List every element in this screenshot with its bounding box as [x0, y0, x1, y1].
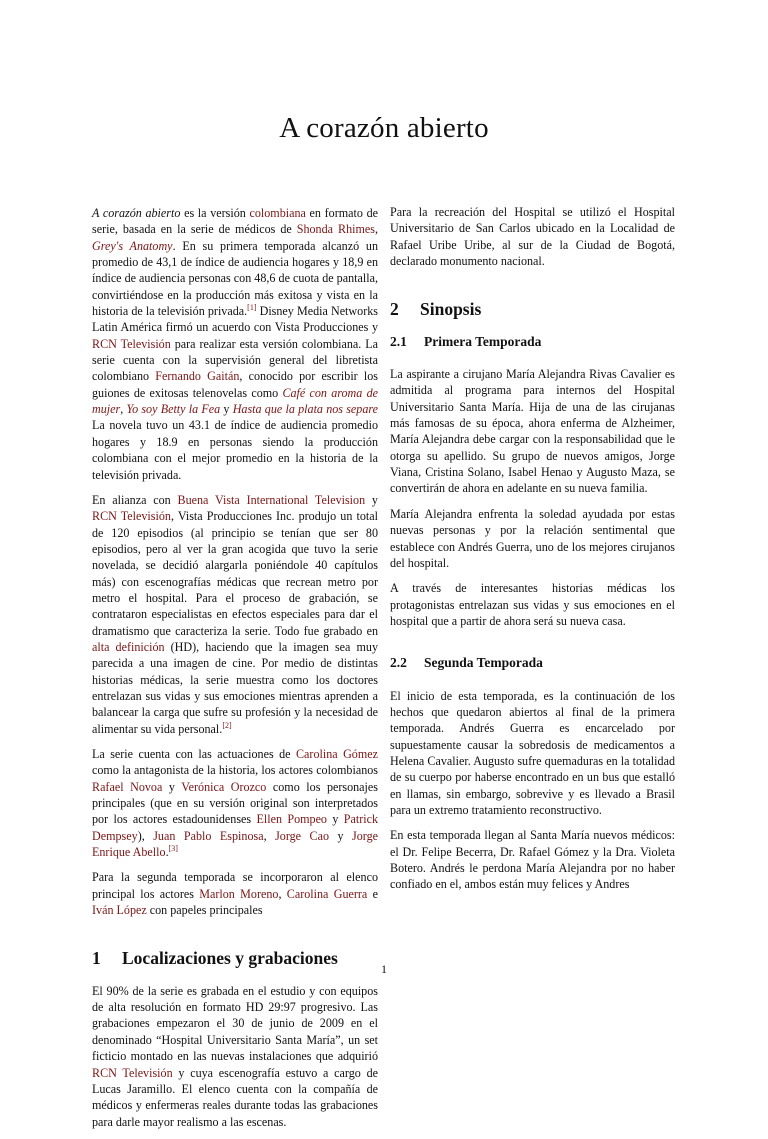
section-number: 1	[92, 948, 101, 969]
wiki-link[interactable]: Carolina Gómez	[295, 747, 378, 761]
subsection-2-2-heading	[390, 655, 675, 671]
wiki-link[interactable]: Café con aroma de mujer	[92, 385, 378, 417]
wiki-link[interactable]: Iván López	[92, 903, 147, 918]
season-2-paragraph-1: El inicio de esta temporada, es la continuación de los hechos que quedaron abiertos al final de la primera temporada. Andrés Guerra es encarcelado por supuestamente causar la sobredosis de medicamentos a Helena Cavalier. Augusto sufre quemaduras en la totalidad de su cuerpo por haberse encontrado en un bus que estalló en llamas, sin embargo, sobrevive y es llevado a Brasil para un extremo tratamiento reconstructivo.	[390, 688, 675, 817]
citation-ref[interactable]: [2]	[222, 720, 232, 730]
season-1-paragraph-3: A través de interesantes historias médicas los protagonistas entrelazan sus vidas y sus emociones en el hospital que a partir de ahora será su nueva casa.	[390, 581, 675, 628]
section-1-paragraph-2: Para la recreación del Hospital se utilizó el Hospital Universitario de San Carlos ubicado en la Localidad de Rafael Uribe Uribe, al sur de la Ciudad de Bogotá, declarado monumento nacional.	[390, 205, 675, 269]
wiki-link[interactable]: Juan Pablo Espinosa	[153, 828, 264, 843]
section-2-heading	[390, 299, 675, 320]
wiki-link[interactable]: Grey's Anatomy	[92, 238, 173, 253]
wiki-link[interactable]: Jorge Enrique Abello	[92, 828, 379, 860]
season-1-paragraph-1: La aspirante a cirujano María Alejandra Rivas Cavalier es admitida al programa para internos del Hospital Universitario Santa María. Hija de una de las cirujanas más famosas de su época, ahora enferma de Alzheimer, María Alejandra debe cargar con la responsabilidad que le otorga su apellido. Su grupo de nuevos amigos, Jorge Viana, Cristina Solano, Isabel Henao y Augusto Maza, se convertirán de ahora en adelante en su nueva familia.	[390, 367, 675, 496]
season-1-paragraph-2: María Alejandra enfrenta la soledad ayudada por estas nuevas personas y por la relación sentimental que establece con Andrés Guerra, uno de los mejores cirujanos del hospital.	[390, 506, 675, 570]
italic-text: A corazón abierto	[92, 206, 181, 220]
subsection-number: 2.2	[390, 655, 407, 671]
wiki-link[interactable]: RCN Televisión	[92, 336, 171, 351]
wiki-link[interactable]: Marlon Moreno	[199, 886, 279, 901]
wiki-link[interactable]: alta definición	[92, 639, 165, 654]
wiki-link[interactable]: colombiana	[249, 206, 306, 220]
wiki-link[interactable]: RCN Televisión	[92, 509, 171, 524]
subsection-2-1-heading	[390, 334, 675, 350]
citation-ref[interactable]: [1]	[247, 303, 257, 313]
wiki-link[interactable]: Patrick Dempsey	[92, 812, 378, 843]
intro-paragraph-1: A corazón abierto es la versión colombiana en formato de serie, basada en la serie de médicos de Shonda Rhimes, Grey's Anatomy. En su primera temporada alcanzó un promedio de 43,1 de índice de audiencia hogares y 18,9 en índice de audiencia personas con 48,6 de cuota de pantalla, convirtiéndose en la producción más exitosa y vista en la historia de la televisión privada.[1] Disney Media Networks Latin América firmó un acuerdo con Vista Producciones y RCN Televisión para realizar esta versión colombiana. La serie cuenta con la supervisión general del libretista colombiano Fernando Gaitán, conocido por escribir los guiones de exitosas telenovelas como Café con aroma de mujer, Yo soy Betty la Fea y Hasta que la plata nos separe La novela tuvo un 43.1 de índice de audiencia promedio hogares y 18.9 en personas siendo la producción colombiana con el mejor promedio en la historia de la televisión privada.	[92, 206, 379, 482]
right-column	[390, 204, 675, 902]
citation-ref[interactable]: [3]	[168, 844, 178, 854]
wiki-link[interactable]: Fernando Gaitán	[155, 369, 240, 384]
wiki-link[interactable]: RCN Televisión	[92, 1065, 173, 1080]
wiki-link[interactable]: Yo soy Betty la Fea	[126, 402, 221, 417]
section-number: 2	[390, 299, 399, 320]
page-title: A corazón abierto	[279, 112, 489, 144]
subsection-number: 2.1	[390, 333, 407, 349]
wiki-link[interactable]: Rafael Novoa	[92, 779, 163, 794]
subsection-title: Segunda Temporada	[424, 655, 543, 671]
section-title: Localizaciones y grabaciones	[122, 948, 338, 969]
wiki-link[interactable]: Buena Vista International Television	[177, 492, 366, 507]
wiki-link[interactable]: Carolina Guerra	[286, 886, 368, 901]
subsection-title: Primera Temporada	[424, 333, 542, 349]
wiki-link[interactable]: Verónica Orozco	[181, 779, 267, 794]
section-1-paragraph-1: El 90% de la serie es grabada en el estudio y con equipos de alta resolución en formato HD 29:97 progresivo. Las grabaciones empezaron el 30 de junio de 2009 en el denominado “Hospital Universitario Santa María”, un set ficticio montado en las nuevas instalaciones que adquirió RCN Televisión y cuya escenografía estuvo a cargo de Lucas Jaramillo. El elenco cuenta con la compañía de médicos y enfermeras reales durante todas las grabaciones para darle mayor realismo a las escenas.	[92, 983, 378, 1129]
intro-paragraph-4: Para la segunda temporada se incorporaron al elenco principal los actores Marlon Moreno, Carolina Guerra e Iván López con papeles principales	[92, 870, 378, 918]
section-title: Sinopsis	[420, 299, 482, 320]
intro-paragraph-2: En alianza con Buena Vista International Television y RCN Televisión, Vista Producciones Inc. produjo un total de 120 episodios (al principio se tenían que ser 80 episodios, pero al ver la gran acogida que tuvo la serie novelada, se decidió alargarla poniéndole 40 capítulos más) con escenografías médicas que recrean metro por metro el hospital. Para el proceso de grabación, se contrataron especialistas en efectos especiales para dar el dramatismo que caracteriza la serie. Todo fue grabado en alta definición (HD), haciendo que la imagen sea muy parecida a una imagen de cine. Por medio de distintas historias médicas, la serie muestra como los doctores entrelazan sus vidas y sus emociones mientras aprenden a balancear la carga que sufre su profesión y la necesidad de alimentar su vida personal.[2]	[92, 492, 378, 736]
wiki-link[interactable]: Shonda Rhimes	[296, 222, 375, 237]
wiki-link[interactable]: Hasta que la plata nos separe	[232, 402, 379, 417]
wiki-link[interactable]: Jorge Cao	[275, 828, 330, 843]
intro-paragraph-3: La serie cuenta con las actuaciones de Carolina Gómez como la antagonista de la historia, los actores colombianos Rafael Novoa y Verónica Orozco como los personajes principales (que en su versión original son interpretados por los actores estadounidenses Ellen Pompeo y Patrick Dempsey), Juan Pablo Espinosa, Jorge Cao y Jorge Enrique Abello.[3]	[92, 747, 379, 860]
season-2-paragraph-2: En esta temporada llegan al Santa María nuevos médicos: el Dr. Felipe Becerra, Dr. Rafael Gómez y la Dra. Violeta Botero. Andrés le perdona María Alejandra por no haber confiado en el, ambos están muy felices y Andres	[390, 828, 675, 892]
page-number: 1	[381, 962, 387, 976]
left-column	[92, 205, 378, 1139]
wiki-link[interactable]: Ellen Pompeo	[256, 812, 327, 827]
